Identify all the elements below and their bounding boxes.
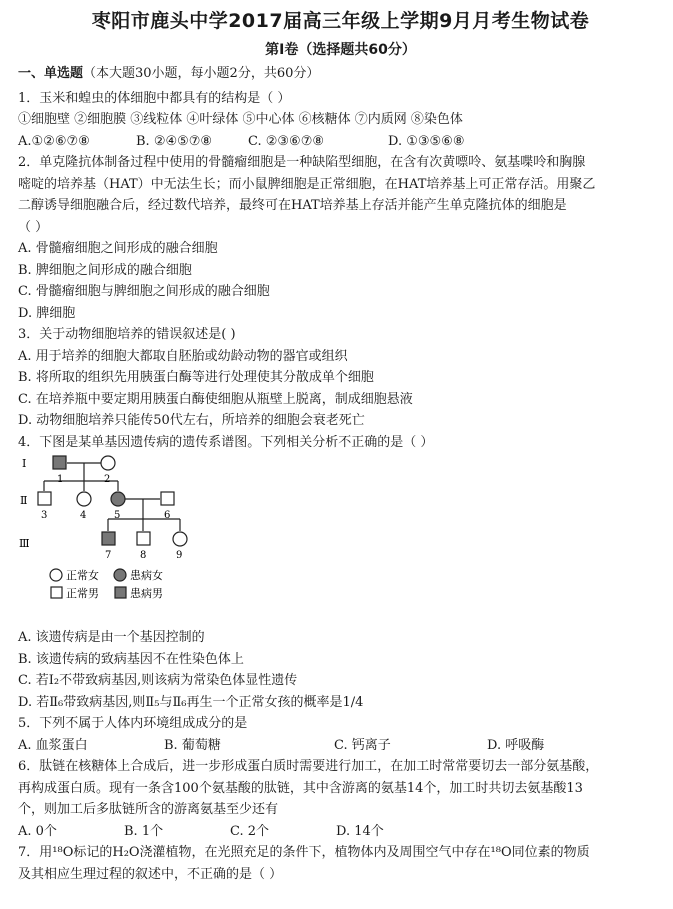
q6-stem-line1: 6．肽链在核糖体上合成后，进一步形成蛋白质时需要进行加工，在加工时常常要切去一部分氨基酸， [18, 759, 599, 774]
individual-5-affected-female [111, 492, 125, 506]
individual-number-4: 4 [80, 510, 87, 521]
q5-option-a: A. 血浆蛋白 [18, 737, 88, 753]
q5-option-d: D. 呼吸酶 [487, 737, 545, 753]
gen-label-1: Ⅰ [22, 457, 27, 470]
q3-stem: 3．关于动物细胞培养的错误叙述是( ) [18, 327, 236, 342]
q7-stem-line2: 及其相应生理过程的叙述中，不正确的是（ ） [18, 866, 283, 882]
q6-options [18, 821, 663, 843]
individual-number-6: 6 [164, 510, 171, 521]
section-name: 一、单选题 [18, 66, 84, 81]
pedigree-chart [0, 455, 673, 625]
q3-option-d: D. 动物细胞培养只能传50代左右，所培养的细胞会衰老死亡 [18, 413, 365, 428]
q4-option-a: A. 该遗传病是由一个基因控制的 [18, 630, 205, 645]
q6-stem-line2: 再构成蛋白质。现有一条含100个氨基酸的肽链，其中含游离的氨基14个，加工时共切去氨基酸13 [18, 780, 583, 796]
q6-option-c: C. 2个 [230, 823, 270, 839]
q4-option-c: C. 若Ⅰ₂不带致病基因,则该病为常染色体显性遗传 [18, 673, 298, 688]
legend-affected-female: 患病女 [130, 569, 163, 582]
individual-number-5: 5 [114, 510, 121, 521]
q6-option-a: A. 0个 [18, 823, 57, 839]
legend-normal-male-symbol [51, 587, 62, 598]
q4-stem: 4．下图是某单基因遗传病的遗传系谱图。下列相关分析不正确的是（ ） [18, 434, 434, 450]
q1-items: ①细胞壁 ②细胞膜 ③线粒体 ④叶绿体 ⑤中心体 ⑥核糖体 ⑦内质网 ⑧染色体 [18, 112, 463, 127]
q2-option-c: C. 骨髓瘤细胞与脾细胞之间形成的融合细胞 [18, 284, 270, 299]
individual-6-normal-male [161, 492, 174, 505]
q5-stem: 5．下列不属于人体内环境组成成分的是 [18, 716, 248, 731]
q2-stem-line1: 2．单克隆抗体制备过程中使用的骨髓瘤细胞是一种缺陷型细胞，在含有次黄嘌呤、氨基喋呤和胸腺 [18, 155, 586, 170]
gen-label-3: Ⅲ [19, 537, 30, 550]
exam-title: 枣阳市鹿头中学2017届高三年级上学期9月月考生物试卷 [91, 10, 590, 32]
q2-option-a: A. 骨髓瘤细胞之间形成的融合细胞 [18, 241, 218, 256]
individual-number-7: 7 [105, 550, 112, 561]
q4-option-d: D. 若Ⅱ₆带致病基因,则Ⅱ₅与Ⅱ₆再生一个正常女孩的概率是1/4 [18, 694, 364, 710]
q1-option-b: B. ②④⑤⑦⑧ [136, 133, 213, 149]
q5-options [18, 735, 663, 757]
individual-3-normal-male [38, 492, 51, 505]
individual-7-affected-male [102, 532, 115, 545]
part-title: 第Ⅰ卷（选择题共60分） [265, 42, 416, 58]
q1-option-d: D. ①③⑤⑥⑧ [388, 133, 465, 149]
q1-option-a: A.①②⑥⑦⑧ [18, 133, 90, 149]
q4-option-b: B. 该遗传病的致病基因不在性染色体上 [18, 651, 244, 667]
q6-stem-line3: 个，则加工后多肽链所含的游离氨基至少还有 [18, 802, 279, 817]
q7-stem-line1: 7．用¹⁸O标记的H₂O浇灌植物，在光照充足的条件下，植物体内及周围空气中存在¹⁸O同位素的物质 [18, 845, 590, 860]
legend-affected-male-symbol [115, 587, 126, 598]
individual-number-2: 2 [104, 474, 111, 485]
individual-2-normal-female [101, 456, 115, 470]
q3-option-a: A. 用于培养的细胞大都取自胚胎或幼龄动物的器官或组织 [18, 348, 348, 364]
q3-option-c: C. 在培养瓶中要定期用胰蛋白酶使细胞从瓶壁上脱离，制成细胞悬液 [18, 391, 413, 407]
legend-normal-female-symbol [50, 569, 62, 581]
q2-option-b: B. 脾细胞之间形成的融合细胞 [18, 262, 192, 278]
individual-number-8: 8 [140, 550, 147, 561]
legend-affected-male: 患病男 [130, 587, 163, 600]
q2-option-d: D. 脾细胞 [18, 305, 76, 321]
q1-stem: 1．玉米和蝗虫的体细胞中都具有的结构是（ ） [18, 90, 291, 106]
individual-number-1: 1 [57, 474, 64, 485]
pedigree-svg [0, 455, 673, 625]
q3-option-b: B. 将所取的组织先用胰蛋白酶等进行处理使其分散成单个细胞 [18, 370, 374, 385]
individual-number-3: 3 [41, 510, 48, 521]
q1-option-c: C. ②③⑥⑦⑧ [248, 133, 325, 149]
section-heading [18, 63, 663, 85]
individual-4-normal-female [77, 492, 91, 506]
q2-stem-line4: （ ） [18, 219, 49, 235]
section-note: （本大题30小题，每小题2分，共60分） [83, 66, 320, 81]
q5-option-b: B. 葡萄糖 [164, 737, 221, 753]
legend-affected-female-symbol [114, 569, 126, 581]
individual-1-affected-male [53, 456, 66, 469]
q2-stem-line2: 嘧啶的培养基（HAT）中无法生长；而小鼠脾细胞是正常细胞，在HAT培养基上可正常存活。用聚乙 [18, 176, 596, 192]
legend-normal-male: 正常男 [66, 587, 99, 600]
individual-number-9: 9 [176, 550, 183, 561]
legend-normal-female: 正常女 [66, 569, 99, 582]
q6-option-d: D. 14个 [336, 823, 384, 839]
individual-8-normal-male [137, 532, 150, 545]
q2-stem-line3: 二醇诱导细胞融合后，经过数代培养，最终可在HAT培养基上存活并能产生单克隆抗体的细胞是 [18, 198, 567, 213]
individual-9-normal-female [173, 532, 187, 546]
q5-option-c: C. 钙离子 [334, 737, 391, 753]
gen-label-2: Ⅱ [20, 494, 28, 507]
q1-options [18, 131, 663, 153]
q6-option-b: B. 1个 [124, 823, 164, 839]
